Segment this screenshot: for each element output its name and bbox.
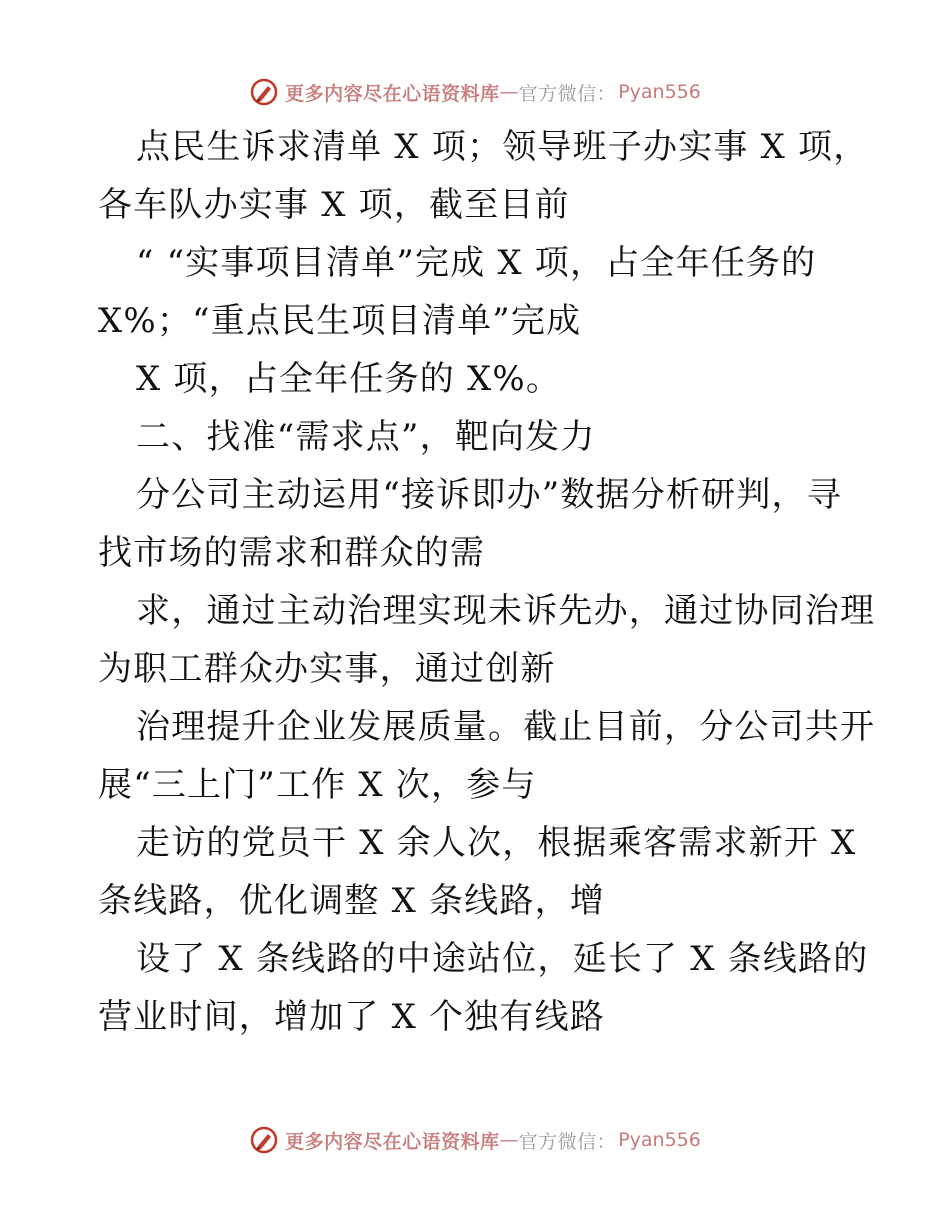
- text-line: 治理提升企业发展质量。截止目前，分公司共开: [136, 707, 876, 747]
- text-line: “ “实事项目清单”完成 X 项，占全年任务的: [136, 243, 817, 283]
- text-line: 求，通过主动治理实现未诉先办，通过协同治理: [136, 591, 876, 631]
- watermark-wechat-id: Pyan556: [618, 81, 701, 103]
- section-heading: 二、找准“需求点”，靶向发力: [136, 417, 596, 457]
- header-watermark: [0, 70, 950, 114]
- text-line: 展“三上门”工作 X 次，参与: [98, 765, 537, 805]
- text-line: X 项，占全年任务的 X%。: [136, 359, 562, 399]
- text-line: 各车队办实事 X 项，截至目前: [98, 185, 570, 225]
- text-line: 分公司主动运用“接诉即办”数据分析研判，寻: [136, 475, 842, 515]
- watermark-separator: —: [499, 1129, 519, 1151]
- text-line: X%；“重点民生项目清单”完成: [98, 301, 582, 341]
- watermark-site-text: 更多内容尽在心语资料库: [285, 1130, 500, 1153]
- text-line: 为职工群众办实事，通过创新: [98, 649, 556, 689]
- footer-watermark: [0, 1118, 950, 1162]
- text-line: 走访的党员干 X 余人次，根据乘客需求新开 X: [136, 823, 857, 863]
- text-line: 条线路，优化调整 X 条线路，增: [98, 881, 606, 921]
- pen-logo-icon: [249, 1125, 279, 1155]
- watermark-wechat-label: 官方微信：: [518, 1130, 617, 1153]
- watermark-site-text: 更多内容尽在心语资料库: [285, 82, 500, 105]
- text-line: 点民生诉求清单 X 项；领导班子办实事 X 项，: [136, 127, 869, 167]
- text-line: 设了 X 条线路的中途站位，延长了 X 条线路的: [136, 939, 869, 979]
- document-body: [98, 118, 876, 1046]
- watermark-separator: —: [499, 81, 519, 103]
- text-line: 找市场的需求和群众的需: [98, 533, 486, 573]
- text-line: 营业时间，增加了 X 个独有线路: [98, 997, 606, 1037]
- pen-logo-icon: [249, 77, 279, 107]
- watermark-wechat-id: Pyan556: [618, 1129, 701, 1151]
- watermark-wechat-label: 官方微信：: [518, 82, 617, 105]
